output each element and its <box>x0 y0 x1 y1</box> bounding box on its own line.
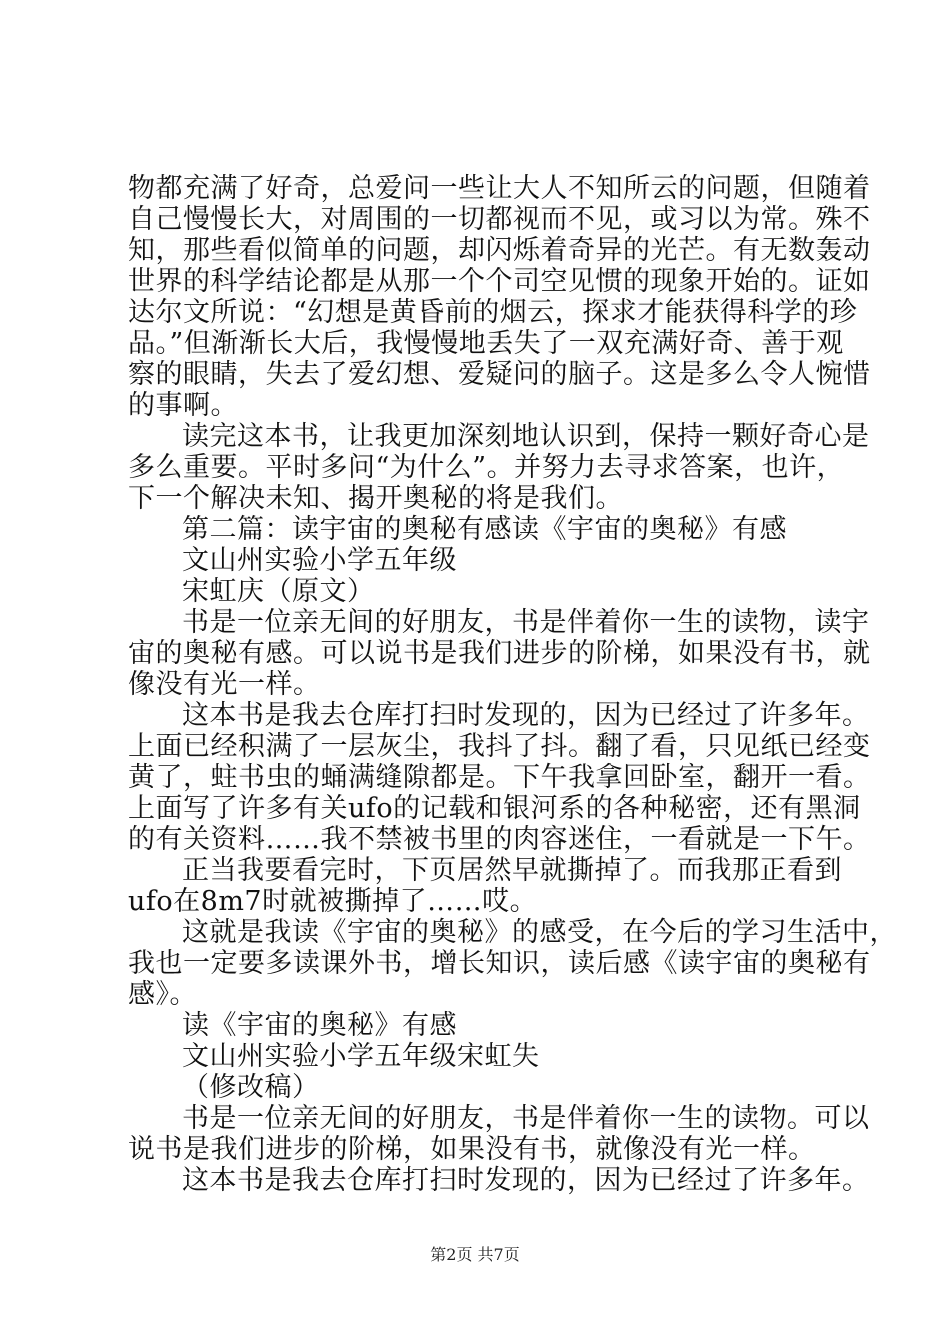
text-line: 这本书是我去仓库打扫时发现的，因为已经过了许多年。 <box>182 1165 870 1196</box>
text-line: 的有关资料……我不禁被书里的肉容迷住，一看就是一下午。 <box>128 824 871 855</box>
text-line: 宋虹庆（原文） <box>182 576 375 607</box>
text-line: 文山州实验小学五年级宋虹失 <box>182 1041 540 1072</box>
text-line: 物都充满了好奇，总爱问一些让大人不知所云的问题，但随着 <box>128 173 871 204</box>
text-line: 的事啊。 <box>128 390 238 421</box>
text-line: 上面写了许多有关ufo的记载和银河系的各种秘密，还有黑洞 <box>128 793 861 824</box>
text-line: 自己慢慢长大，对周围的一切都视而不见，或习以为常。殊不 <box>128 204 871 235</box>
text-line: ufo在8m7时就被撕掉了……哎。 <box>128 886 538 917</box>
text-line: 书是一位亲无间的好朋友，书是伴着你一生的读物，读宇 <box>182 607 870 638</box>
text-line: 感》。 <box>128 979 197 1010</box>
text-line: 读《宇宙的奥秘》有感 <box>182 1010 457 1041</box>
text-line: 上面已经积满了一层灰尘，我抖了抖。翻了看，只见纸已经变 <box>128 731 871 762</box>
text-line: 像没有光一样。 <box>128 669 321 700</box>
text-line: 正当我要看完时，下页居然早就撕掉了。而我那正看到 <box>182 855 842 886</box>
text-line: 多么重要。平时多问“为什么”。并努力去寻求答案，也许， <box>128 452 845 483</box>
page-footer: 第2页 共7页 <box>430 1245 520 1264</box>
text-line: 下一个解决未知、揭开奥秘的将是我们。 <box>128 483 623 514</box>
text-line: 宙的奥秘有感。可以说书是我们进步的阶梯，如果没有书，就 <box>128 638 871 669</box>
text-line: 书是一位亲无间的好朋友，书是伴着你一生的读物。可以 <box>182 1103 870 1134</box>
text-line: 这就是我读《宇宙的奥秘》的感受，在今后的学习生活中， <box>182 917 897 948</box>
text-line: 世界的科学结论都是从那一个个司空见惯的现象开始的。证如 <box>128 266 871 297</box>
text-line: 达尔文所说：“幻想是黄昏前的烟云，探求才能获得科学的珍 <box>128 297 858 328</box>
text-line: 察的眼睛，失去了爱幻想、爱疑问的脑子。这是多么令人惋惜 <box>128 359 871 390</box>
text-line: 知，那些看似简单的问题，却闪烁着奇异的光芒。有无数轰动 <box>128 235 871 266</box>
text-line: 品。”但渐渐长大后，我慢慢地丢失了一双充满好奇、善于观 <box>128 328 844 359</box>
text-line: 我也一定要多读课外书，增长知识，读后感《读宇宙的奥秘有 <box>128 948 871 979</box>
text-line: 这本书是我去仓库打扫时发现的，因为已经过了许多年。 <box>182 700 870 731</box>
text-line: 黄了，蛀书虫的蛹满缝隙都是。下午我拿回卧室，翻开一看。 <box>128 762 871 793</box>
text-line: 读完这本书，让我更加深刻地认识到，保持一颗好奇心是 <box>182 421 870 452</box>
text-line: 第二篇：读宇宙的奥秘有感读《宇宙的奥秘》有感 <box>182 514 787 545</box>
text-line: （修改稿） <box>182 1072 320 1103</box>
text-line: 文山州实验小学五年级 <box>182 545 457 576</box>
document-body <box>128 173 897 1196</box>
text-line: 说书是我们进步的阶梯，如果没有书，就像没有光一样。 <box>128 1134 816 1165</box>
